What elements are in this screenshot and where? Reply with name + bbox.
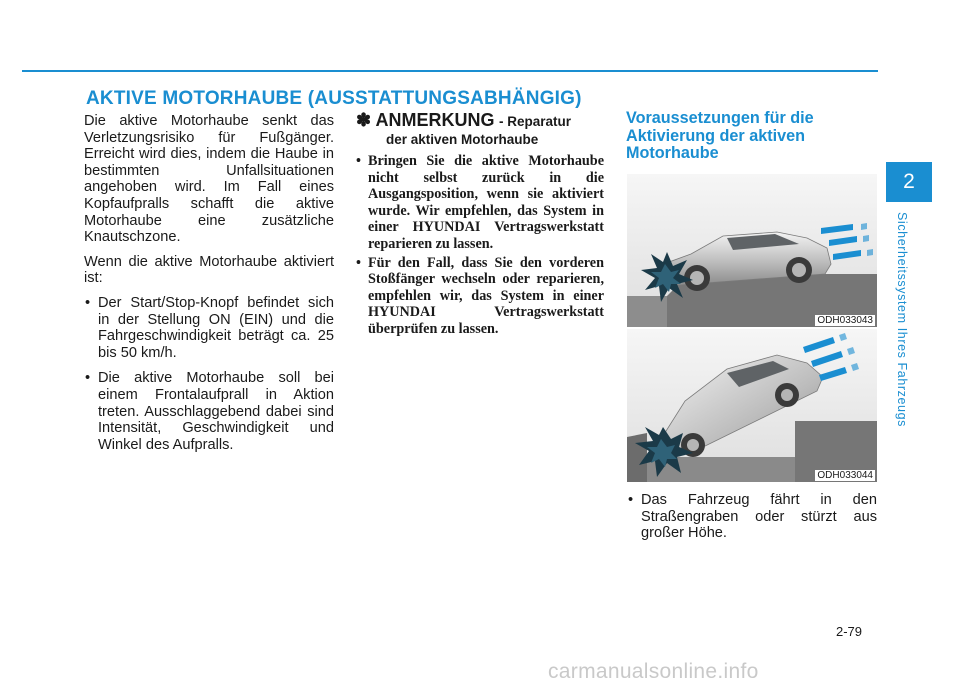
note-column xyxy=(356,110,604,340)
bullet: • xyxy=(85,370,91,387)
figure-2-svg xyxy=(627,329,877,482)
bullet: • xyxy=(85,294,91,311)
conditions-list xyxy=(627,492,877,542)
list-item: • Bringen Sie die aktive Motorhaube nicht selbst zurück in die Ausgangsposition, wenn sie aktiviert wurde. Wir empfehlen, das System in einer HYUNDAI Vertragswerkstatt reparieren zu lassen. xyxy=(356,153,604,252)
page-number: 2-79 xyxy=(836,624,863,639)
car-fall-impact-illustration xyxy=(627,329,877,482)
figure-code: ODH033044 xyxy=(817,470,873,481)
activation-list xyxy=(84,295,334,453)
intro-paragraph: Die aktive Motorhaube senkt das Verletzungsrisiko für Fußgänger. Erreicht wird dies, indem die Haube in bestimmten Unfallsituationen angehoben wird. Im Fall eines Kopfaufpralls schafft die aktive Motorhaube eine zusätzliche Knautschzone. xyxy=(84,113,334,246)
note-list xyxy=(356,153,604,338)
figure-1-svg xyxy=(627,174,877,327)
chapter-label: Sicherheitssystem Ihres Fahrzeugs xyxy=(895,212,909,428)
activation-paragraph: Wenn die aktive Motorhaube aktiviert ist: xyxy=(84,253,334,287)
chapter-tab: 2 xyxy=(886,162,932,202)
list-item: • Die aktive Motorhaube soll bei einem Frontalaufprall in Aktion treten. Ausschlaggebend dabei sind Intensität, Geschwindigkeit und Winkel des Aufpralls. xyxy=(85,370,334,453)
bullet: • xyxy=(356,254,361,271)
note-heading xyxy=(356,110,604,147)
note-subtitle: - Reparatur xyxy=(499,114,572,129)
list-item: • Der Start/Stop-Knopf befindet sich in der Stellung ON (EIN) und die Fahrgeschwindigkeit beträgt ca. 25 bis 50 km/h. xyxy=(85,294,334,361)
main-text-column xyxy=(84,113,334,462)
watermark: carmanualsonline.info xyxy=(548,660,759,683)
note-word: ANMERKUNG xyxy=(375,110,495,130)
top-rule xyxy=(22,70,878,72)
car-ditch-impact-illustration xyxy=(627,174,877,327)
bullet: • xyxy=(356,153,361,169)
section-title: AKTIVE MOTORHAUBE (AUSSTATTUNGSABHÄNGIG) xyxy=(86,88,582,109)
conditions-title: Voraussetzungen für die Aktivierung der aktiven Motorhaube xyxy=(626,109,814,162)
list-item: • Für den Fall, dass Sie den vorderen Stoßfänger wechseln oder reparieren, empfehlen wir, das System in einer HYUNDAI Vertragswerkstatt überprüfen zu lassen. xyxy=(356,254,604,337)
bullet: • xyxy=(628,492,634,508)
note-subtitle-line2: der aktiven Motorhaube xyxy=(386,132,539,147)
list-item: • Das Fahrzeug fährt in den Straßengraben oder stürzt aus großer Höhe. xyxy=(628,492,877,542)
figure-code: ODH033043 xyxy=(817,315,873,326)
note-asterisk-icon: ✽ xyxy=(356,110,372,130)
